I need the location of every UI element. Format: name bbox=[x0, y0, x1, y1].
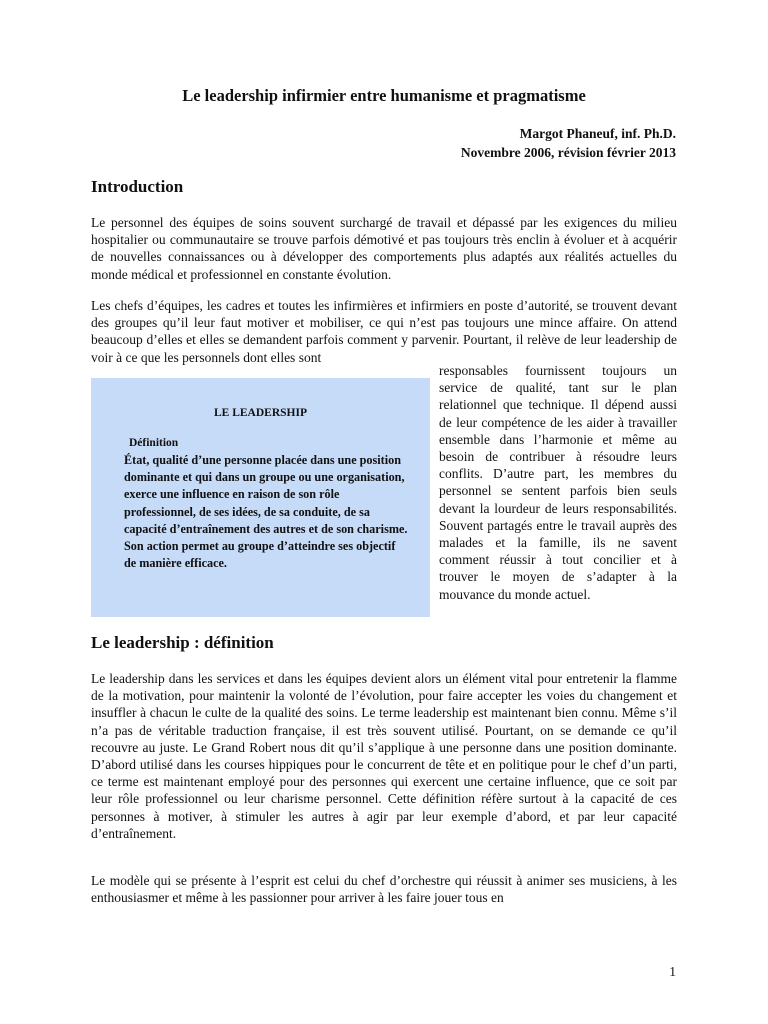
leadership-paragraph-1: Le leadership dans les services et dans les équipes devient alors un élément vital pour entretenir la flamme de la motivation, pour maintenir la volonté de l’évolution, pour faire accepter les voies du changement et insuffler à chacun le culte de la qualité des soins. Le terme leadership est maintenant bien connu. Même s’il n’a pas de véritable traduction française, il est très souvent utilisé. Pourtant, on se demande ce qu’il recouvre au juste. Le Grand Robert nous dit qu’il s’applique à une personne dans une position dominante. D’abord utilisé dans les courses hippiques pour le concurrent de tête et en politique pour le chef d’un parti, ce terme est maintenant employé pour des personnes qui exercent une certaine influence, que ce soit par leur rôle professionnel ou leur charisme personnel. Cette définition réfère surtout à la capacité de ces personnes à motiver, à stimuler les autres à agir par leur exemple d’abord, et par leur capacité d’entraînement. bbox=[91, 671, 677, 841]
intro-paragraph-1: Le personnel des équipes de soins souvent surchargé de travail et dépassé par les exigences du milieu hospitalier ou communautaire se trouve parfois démotivé et pas toujours très enclin à évoluer et à acquérir de nouvelles connaissances ou à développer des comportements plus adaptés aux réalités actuelles du monde médical et professionnel en constante évolution. bbox=[91, 215, 677, 282]
intro-paragraph-2-continued: responsables fournissent toujours un service de qualité, tant sur le plan relationnel que technique. Il dépend aussi de leur compétence de les aider à travailler ensemble dans l’harmonie et même au besoin de contribuer à résoudre leurs conflits. D’autre part, les membres du personnel se sentent parfois bien seuls devant la lourdeur de leurs responsabilités. Souvent partagés entre le travail auprès des malades et la famille, ils ne savent comment réussir à tout concilier et à trouver le moyen de s’adapter à la mouvance du monde actuel. bbox=[439, 363, 677, 602]
definition-box-title: LE LEADERSHIP bbox=[214, 407, 307, 419]
author-block bbox=[461, 124, 676, 162]
leadership-definition-heading: Le leadership : définition bbox=[91, 633, 274, 652]
definition-box bbox=[91, 378, 430, 617]
leadership-paragraph-2: Le modèle qui se présente à l’esprit est celui du chef d’orchestre qui réussit à animer ses musiciens, à les enthousiasmer et même à les passionner pour arriver à les faire jouer tous en bbox=[91, 873, 677, 906]
page-number: 1 bbox=[669, 964, 676, 979]
definition-text: État, qualité d’une personne placée dans une position dominante et qui dans un groupe ou une organisation, exerce une influence en raison de son rôle professionnel, de ses idées, de sa conduite, de sa capacité d’entraînement des autres et de son charisme. Son action permet au groupe d’atteindre ses objectif de manière efficace. bbox=[124, 453, 408, 571]
date-line: Novembre 2006, révision février 2013 bbox=[460, 145, 676, 160]
intro-paragraph-2: Les chefs d’équipes, les cadres et toutes les infirmières et infirmiers en poste d’autorité, se trouvent devant des groupes qu’il leur faut motiver et mobiliser, ce qui n’est pas toujours une mince affaire. On attend beaucoup d’elles et elles se demandent parfois comment y parvenir. Pourtant, il relève de leur leadership de voir à ce que les personnels dont elles sont bbox=[91, 298, 677, 365]
introduction-heading: Introduction bbox=[91, 177, 184, 196]
author-line: Margot Phaneuf, inf. Ph.D. bbox=[519, 126, 676, 141]
document-title: Le leadership infirmier entre humanisme et pragmatisme bbox=[182, 86, 586, 105]
definition-label: Définition bbox=[129, 437, 179, 449]
